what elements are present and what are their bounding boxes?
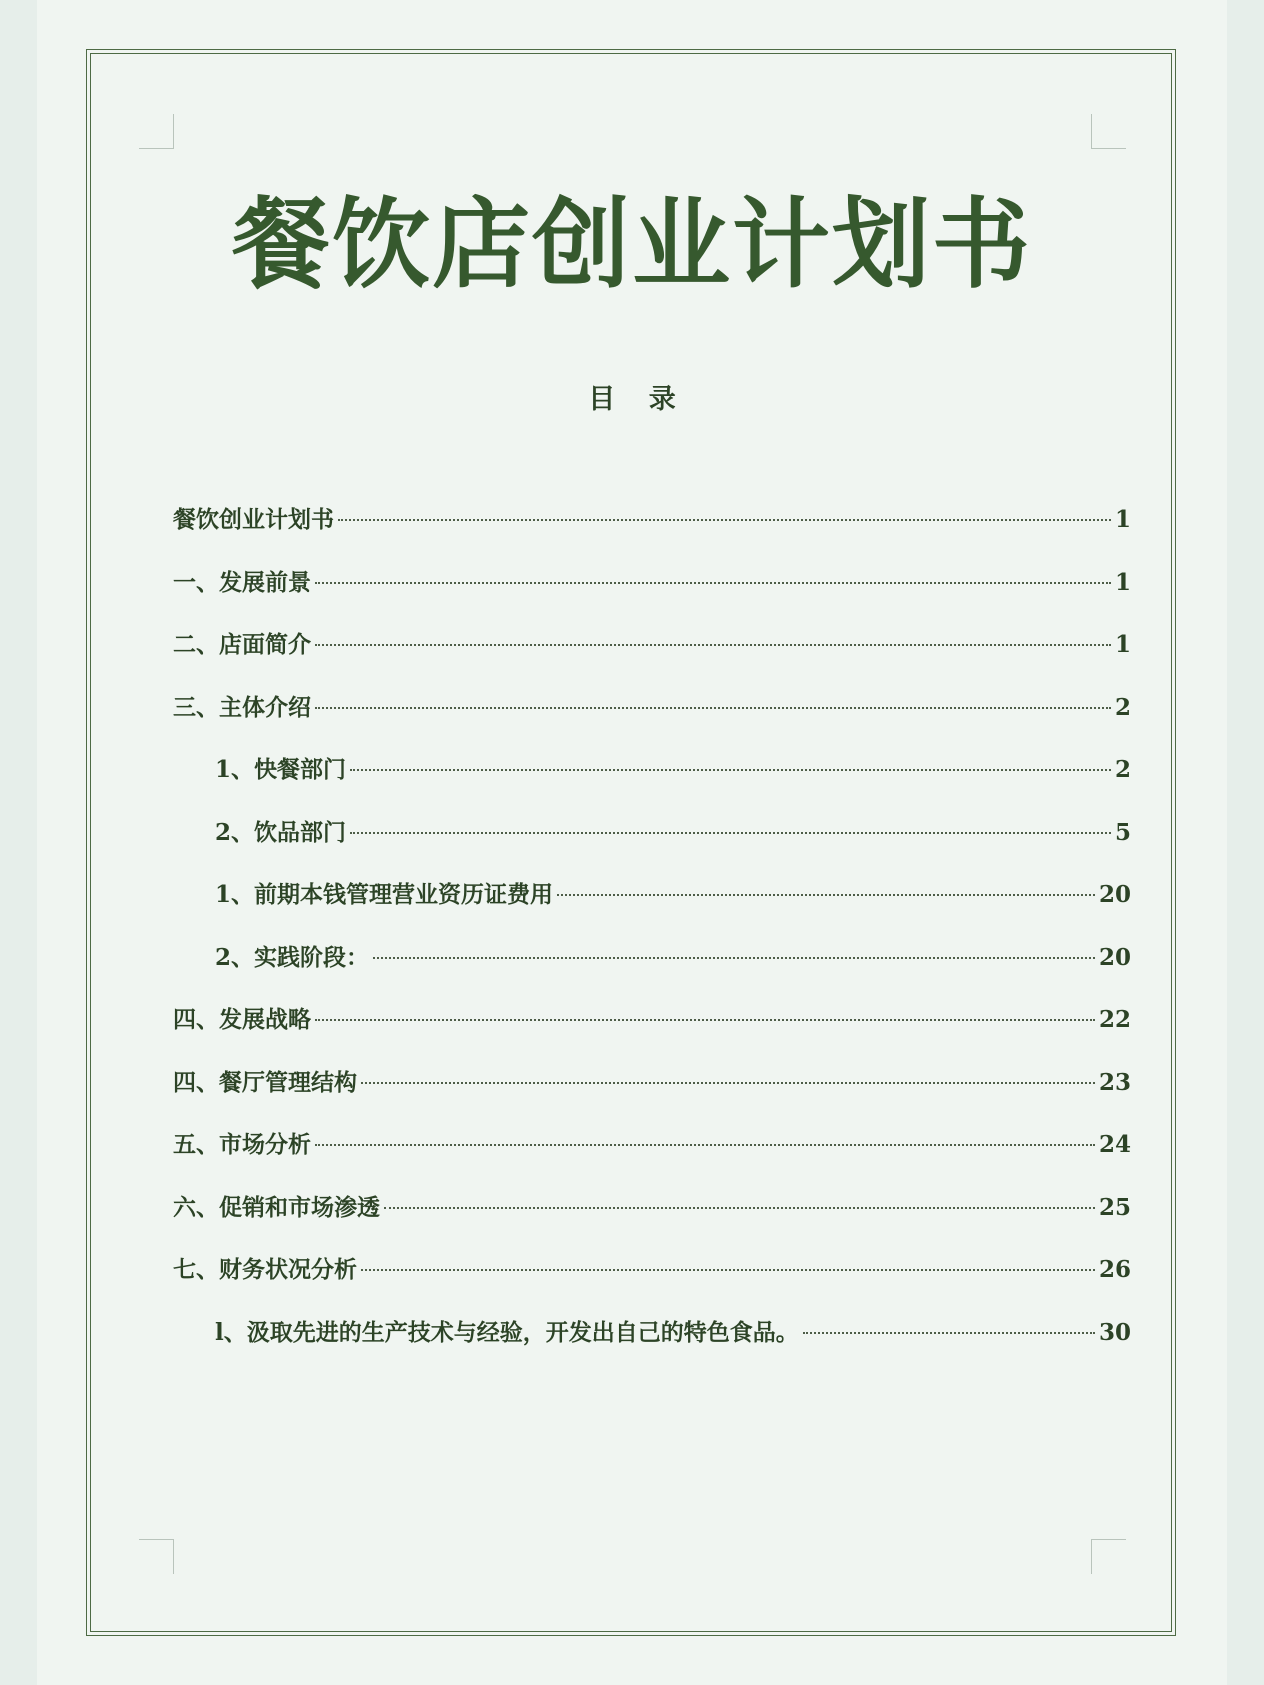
toc-entry-label: l、汲取先进的生产技术与经验，开发出自己的特色食品。	[215, 1318, 799, 1346]
toc-entry-label: 餐饮创业计划书	[173, 506, 334, 533]
toc-dot-leader	[315, 644, 1111, 646]
document-page	[37, 0, 1227, 1685]
toc-entry-page-number: 5	[1114, 818, 1131, 846]
toc-dot-leader	[315, 1019, 1095, 1021]
toc-entry[interactable]	[173, 1127, 1131, 1190]
toc-dot-leader	[373, 957, 1095, 959]
document-title: 餐饮店创业计划书	[231, 187, 1032, 302]
toc-dot-leader	[315, 1144, 1095, 1146]
toc-entry[interactable]	[173, 627, 1131, 690]
toc-entry-page-number: 22	[1098, 1006, 1131, 1033]
corner-mark-top-right	[1091, 114, 1126, 149]
toc-entry-label: 2、实践阶段：	[215, 943, 370, 971]
toc-dot-leader	[315, 707, 1111, 709]
toc-entry-page-number: 25	[1098, 1193, 1131, 1221]
toc-entry-label: 2、饮品部门	[215, 818, 347, 846]
toc-entry[interactable]	[173, 1252, 1131, 1315]
toc-entry-label: 1、前期本钱管理营业资历证费用	[215, 881, 554, 908]
toc-entry-page-number: 23	[1098, 1068, 1131, 1096]
corner-mark-bottom-right	[1091, 1539, 1126, 1574]
toc-entry[interactable]	[173, 877, 1131, 940]
toc-entry[interactable]	[173, 752, 1131, 815]
toc-entry-label: 四、发展战略	[173, 1006, 311, 1033]
toc-heading: 目 录	[588, 384, 688, 415]
toc-entry-label: 六、促销和市场渗透	[173, 1193, 380, 1221]
toc-dot-leader	[350, 769, 1111, 771]
toc-entry-page-number: 26	[1098, 1256, 1131, 1283]
toc-entry[interactable]	[173, 690, 1131, 753]
toc-entry[interactable]	[173, 1065, 1131, 1128]
toc-entry-label: 二、店面简介	[173, 631, 311, 658]
toc-entry-label: 1、快餐部门	[215, 756, 347, 783]
toc-dot-leader	[361, 1082, 1095, 1084]
toc-entry-page-number: 20	[1098, 943, 1131, 971]
toc-entry[interactable]	[173, 815, 1131, 878]
toc-entry-page-number: 1	[1114, 568, 1131, 596]
toc-entry-page-number: 1	[1114, 631, 1131, 658]
toc-dot-leader	[315, 582, 1111, 584]
toc-entry[interactable]	[173, 1002, 1131, 1065]
toc-dot-leader	[803, 1332, 1095, 1334]
toc-entry-page-number: 24	[1098, 1131, 1131, 1158]
toc-dot-leader	[384, 1207, 1095, 1209]
toc-entry[interactable]	[173, 502, 1131, 565]
toc-dot-leader	[350, 832, 1111, 834]
toc-entry-page-number: 30	[1098, 1318, 1131, 1346]
toc-entry-page-number: 2	[1114, 693, 1131, 721]
toc-entry[interactable]	[173, 1190, 1131, 1253]
toc-entry-label: 五、市场分析	[173, 1131, 311, 1158]
toc-dot-leader	[338, 519, 1111, 521]
toc-entry-page-number: 20	[1098, 881, 1131, 908]
toc-entry[interactable]	[173, 565, 1131, 628]
toc-entry-label: 七、财务状况分析	[173, 1256, 357, 1283]
toc-entry-label: 三、主体介绍	[173, 693, 311, 721]
toc-entry-label: 一、发展前景	[173, 568, 311, 596]
toc-dot-leader	[557, 894, 1095, 896]
corner-mark-bottom-left	[139, 1539, 174, 1574]
table-of-contents	[173, 502, 1131, 1377]
toc-entry-label: 四、餐厅管理结构	[173, 1068, 357, 1096]
toc-entry[interactable]	[173, 1315, 1131, 1378]
corner-mark-top-left	[139, 114, 174, 149]
toc-entry-page-number: 2	[1114, 756, 1131, 783]
toc-dot-leader	[361, 1269, 1095, 1271]
toc-entry-page-number: 1	[1114, 506, 1131, 533]
toc-entry[interactable]	[173, 940, 1131, 1003]
